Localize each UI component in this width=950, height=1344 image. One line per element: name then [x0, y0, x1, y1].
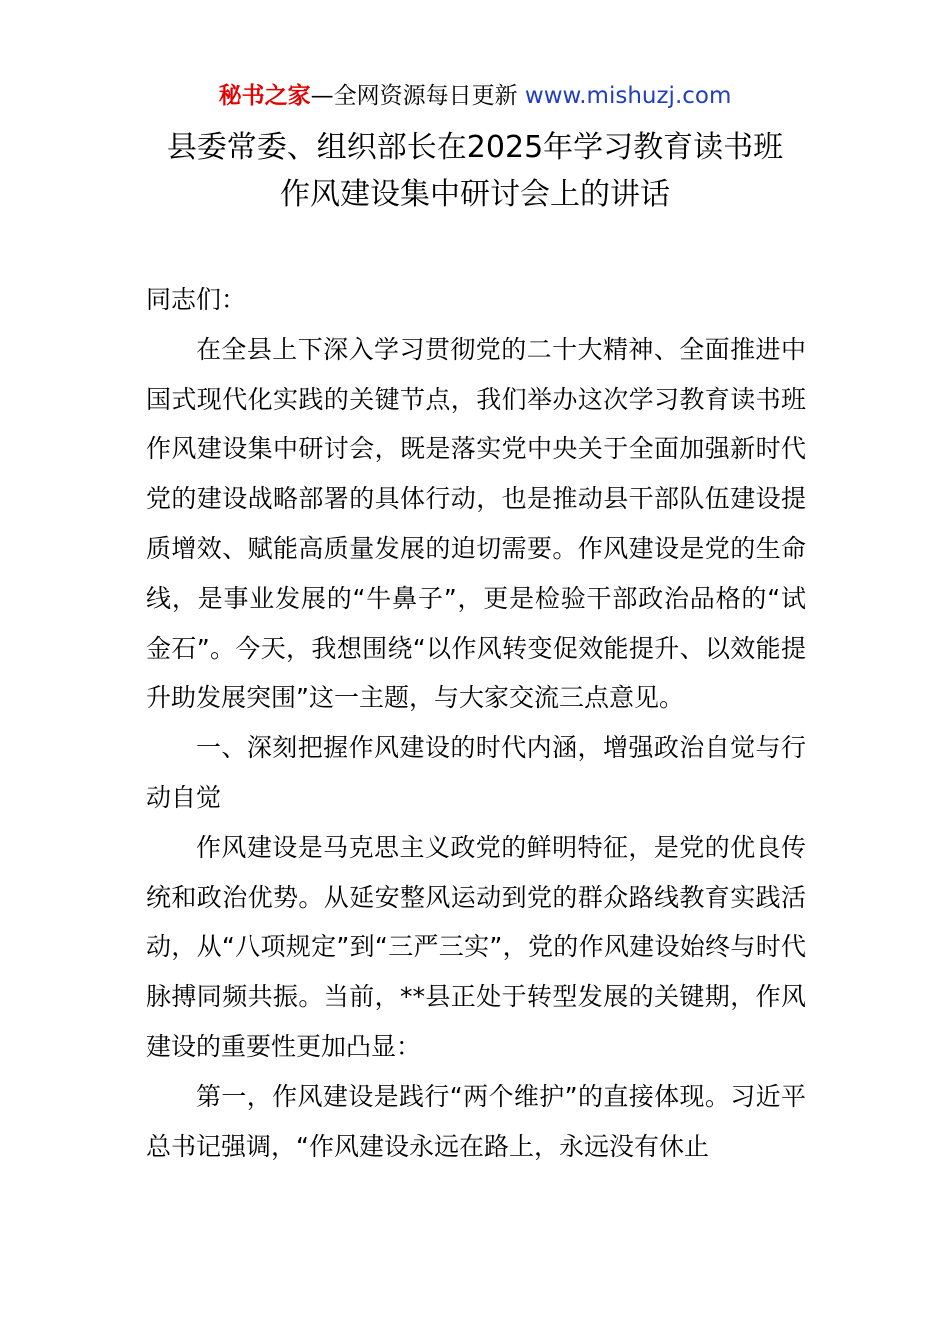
paragraph-intro: 在全县上下深入学习贯彻党的二十大精神、全面推进中国式现代化实践的关键节点，我们举办这次学习教育读书班作风建设集中研讨会，既是落实党中央关于全面加强新时代党的建设战略部署的具体行动，也是推动县干部队伍建设提质增效、赋能高质量发展的迫切需要。作风建设是党的生命线，是事业发展的“牛鼻子”，更是检验干部政治品格的“试金石”。今天，我想围绕“以作风转变促效能提升、以效能提升助发展突围”这一主题，与大家交流三点意见。	[146, 334, 806, 713]
banner-tagline: —全网资源每日更新	[310, 83, 525, 109]
document-body	[146, 275, 806, 1171]
title-line-2: 作风建设集中研讨会上的讲话	[280, 177, 670, 212]
site-banner	[0, 80, 950, 112]
paragraph-section-1: 作风建设是马克思主义政党的鲜明特征，是党的优良传统和政治优势。从延安整风运动到党的群众路线教育实践活动，从“八项规定”到“三严三实”，党的作风建设始终与时代脉搏同频共振。当前，**县正处于转型发展的关键期，作风建设的重要性更加凸显：	[146, 832, 806, 1061]
salutation: 同志们：	[146, 285, 247, 314]
banner-brand: 秘书之家	[218, 83, 311, 109]
section-heading-1: 一、深刻把握作风建设的时代内涵，增强政治自觉与行动自觉	[146, 733, 806, 812]
paragraph-point-1: 第一，作风建设是践行“两个维护”的直接体现。习近平总书记强调，“作风建设永远在路上，永远没有休止	[146, 1081, 806, 1161]
banner-url-link[interactable]: www.mishuzj.com	[524, 83, 732, 109]
document-title	[0, 124, 950, 218]
title-line-1: 县委常委、组织部长在2025年学习教育读书班	[166, 130, 784, 165]
